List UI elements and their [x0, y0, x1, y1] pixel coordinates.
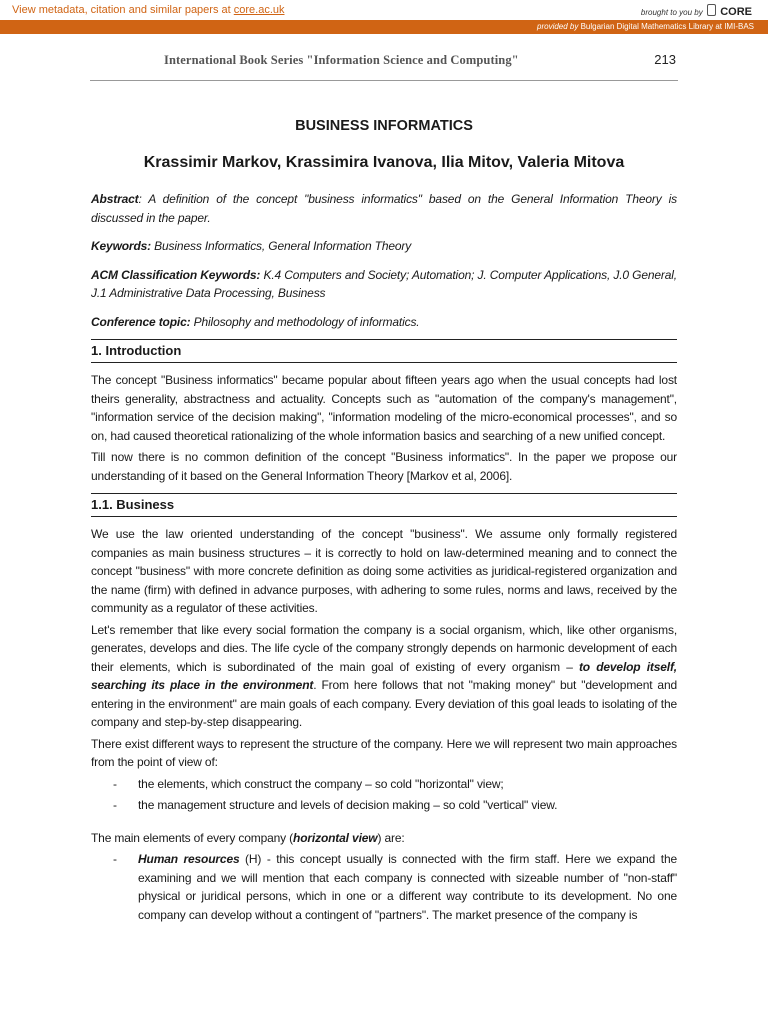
paper-title: BUSINESS INFORMATICS [295, 118, 473, 134]
keywords-text: Business Informatics, General Information Theory [151, 239, 412, 253]
core-logo-icon [707, 4, 716, 16]
conference-topic [91, 313, 677, 332]
business-paragraph-2 [91, 621, 677, 732]
acm-keywords [91, 266, 677, 303]
intro-paragraph-1: The concept "Business informatics" became popular about fifteen years ago when the usual concepts had lost theirs generality, abstractness and actuality. Concepts such as "automation of the company's management", "information service of the decision making", "information modeling of the micro-economical processes", and so on, had caused theoretical rationalizing of the whole information basics and searching of a new unified concept. [91, 373, 677, 443]
provider-name: Bulgarian Digital Mathematics Library at IMI-BAS [580, 22, 754, 31]
core-banner [0, 0, 768, 20]
list-item [91, 775, 677, 794]
provider-bar [0, 20, 768, 34]
human-resources-text: (H) - this concept usually is connected with the firm staff. Here we expand the examining and we will mention that each company is connected with sizeable number of "non-staff" physical or juridical persons, which in one or a different way contribute to its development. No one company can develop without a contingent of "partners". The market presence of the company is [138, 852, 677, 922]
running-header [90, 52, 678, 81]
business-p2-start: Let's remember that like every social formation the company is a social organism, which, like other organisms, generates, develops and dies. The life cycle of the company strongly depends on harmonic development of each their elements, which is subordinated of the main goal of existing of every organism – [91, 622, 677, 674]
brought-by-label: brought to you by [640, 8, 703, 17]
page-number: 213 [654, 52, 676, 67]
acm-label: ACM Classification Keywords: [91, 267, 261, 282]
intro-paragraph-2: Till now there is no common definition of the concept "Business informatics". In the paper we propose our understanding of it based on the General Information Theory [Markov et al, 2006]. [91, 450, 677, 483]
list-dash: - [113, 798, 117, 812]
section-heading-introduction: 1. Introduction [91, 339, 677, 363]
core-metadata-text [12, 4, 285, 16]
business-p2-emphasis: to develop itself, searching its place in the environment [91, 659, 677, 692]
business-paragraph-3: There exist different ways to represent the structure of the company. Here we will represent two main approaches from the point of view of: [91, 736, 677, 769]
keywords-label: Keywords: [91, 239, 151, 253]
elements-intro-start: The main elements of every company ( [91, 830, 294, 845]
elements-intro-emphasis: horizontal view [293, 830, 378, 845]
paper-authors: Krassimir Markov, Krassimira Ivanova, Ilia Mitov, Valeria Mitova [143, 154, 625, 171]
acm-text: K.4 Computers and Society; Automation; J. Computer Applications, J.0 General, J.1 Administrative Data Processing, Business [91, 267, 677, 300]
list-dash: - [113, 852, 117, 866]
core-link[interactable]: core.ac.uk [233, 4, 285, 16]
list-item-text: the management structure and levels of decision making – so cold "vertical" view. [138, 798, 558, 812]
list-item [91, 796, 677, 815]
keywords [91, 237, 677, 256]
provider-text [537, 22, 754, 31]
series-title: International Book Series "Information Science and Computing" [164, 53, 519, 67]
abstract-label: Abstract [91, 192, 139, 206]
list-item-human-resources [91, 850, 677, 924]
core-metadata-label: View metadata, citation and similar papers at [12, 4, 234, 16]
provided-by-label: provided by [537, 22, 579, 31]
abstract-text: : A definition of the concept "business informatics" based on the General Information Theory is discussed in the paper. [91, 192, 677, 225]
elements-intro-end: ) are: [377, 830, 405, 845]
conference-label: Conference topic: [91, 314, 191, 329]
core-logo-text[interactable]: CORE [720, 6, 752, 18]
page-content [91, 118, 677, 924]
elements-intro [91, 829, 677, 848]
business-p2-end: . From here follows that not "making money" but "development and entering in the environment" are main goals of each company. Every deviation of this goal leads to isolating of the company and step-by-step disappearing. [91, 678, 677, 729]
list-item-text: the elements, which construct the company – so cold "horizontal" view; [138, 776, 504, 791]
brought-by [641, 4, 752, 18]
list-dash: - [113, 776, 117, 791]
conference-text: Philosophy and methodology of informatics. [190, 314, 420, 329]
business-paragraph-1: We use the law oriented understanding of the concept "business". We assume only formally registered companies as main business structures – it is correctly to hold on law-determined meaning and to connect the concept "business" with more concrete definition as doing some activities as juridical-registered organization and the name (firm) with defined in advance purposes, with adhering to some rules, norms and laws, received by the community as a regulator of these activities. [91, 527, 677, 615]
human-resources-label: Human resources [138, 852, 240, 866]
section-heading-business: 1.1. Business [91, 493, 677, 517]
abstract [91, 190, 677, 227]
